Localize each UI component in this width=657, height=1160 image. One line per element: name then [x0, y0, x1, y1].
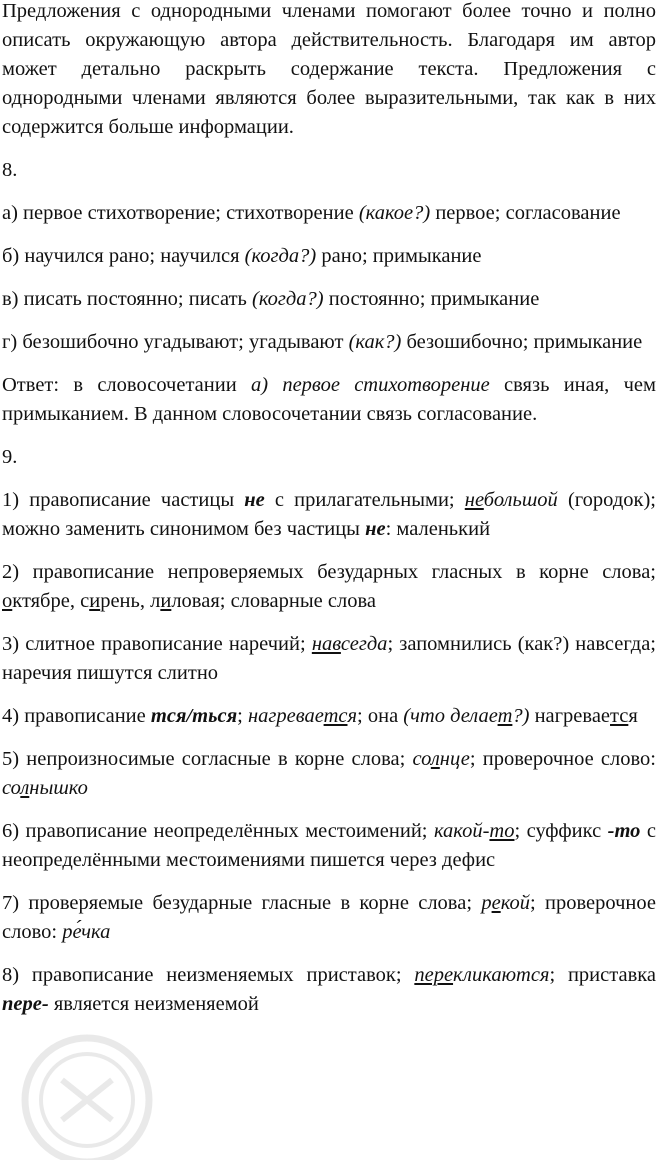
watermark-logo: [2, 1010, 172, 1160]
document-page: [2, 0, 656, 1019]
task-9-item-4: 4) правописание тся/ться; нагревается; она (что делает?) нагревается: [2, 705, 638, 727]
task-9-number: 9.: [2, 446, 18, 468]
task-8-item-a: а) первое стихотворение; стихотворение (какое?) первое; согласование: [2, 202, 621, 224]
task-9-item-8: 8) правописание неизменяемых приставок; перекликаются; приставка пере- является неизменяемой: [2, 964, 656, 1015]
task-9-item-2: 2) правописание непроверяемых безударных гласных в корне слова; октябре, сирень, лиловая; словарные слова: [2, 561, 656, 612]
task-8-item-v: в) писать постоянно; писать (когда?) постоянно; примыкание: [2, 288, 540, 310]
task-9-item-6: 6) правописание неопределённых местоимений; какой-то; суффикс -то с неопределёнными местоимениями пишется через дефис: [2, 820, 656, 871]
task-8-answer: Ответ: в словосочетании а) первое стихотворение связь иная, чем примыканием. В данном словосочетании связь согласование.: [2, 374, 656, 425]
intro-paragraph: Предложения с однородными членами помогают более точно и полно описать окружающую автора действительность. Благодаря им автор может детально раскрыть содержание текста. Предложения с однородными членами являются более выразительными, так как в них содержится больше информации.: [2, 0, 656, 138]
task-8-number: 8.: [2, 159, 18, 181]
task-9-item-7: 7) проверяемые безударные гласные в корне слова; рекой; проверочное слово: ре́чка: [2, 892, 656, 943]
task-9-item-1: 1) правописание частицы не с прилагательными; небольшой (городок); можно заменить синонимом без частицы не: маленький: [2, 489, 657, 540]
task-9-item-3: 3) слитное правописание наречий; навсегда; запомнились (как?) навсегда; наречия пишутся слитно: [2, 633, 656, 684]
task-8-item-b: б) научился рано; научился (когда?) рано; примыкание: [2, 245, 482, 267]
task-9-item-5: 5) непроизносимые согласные в корне слова; солнце; проверочное слово: солнышко: [2, 748, 656, 799]
task-8-item-g: г) безошибочно угадывают; угадывают (как?) безошибочно; примыкание: [2, 331, 643, 353]
